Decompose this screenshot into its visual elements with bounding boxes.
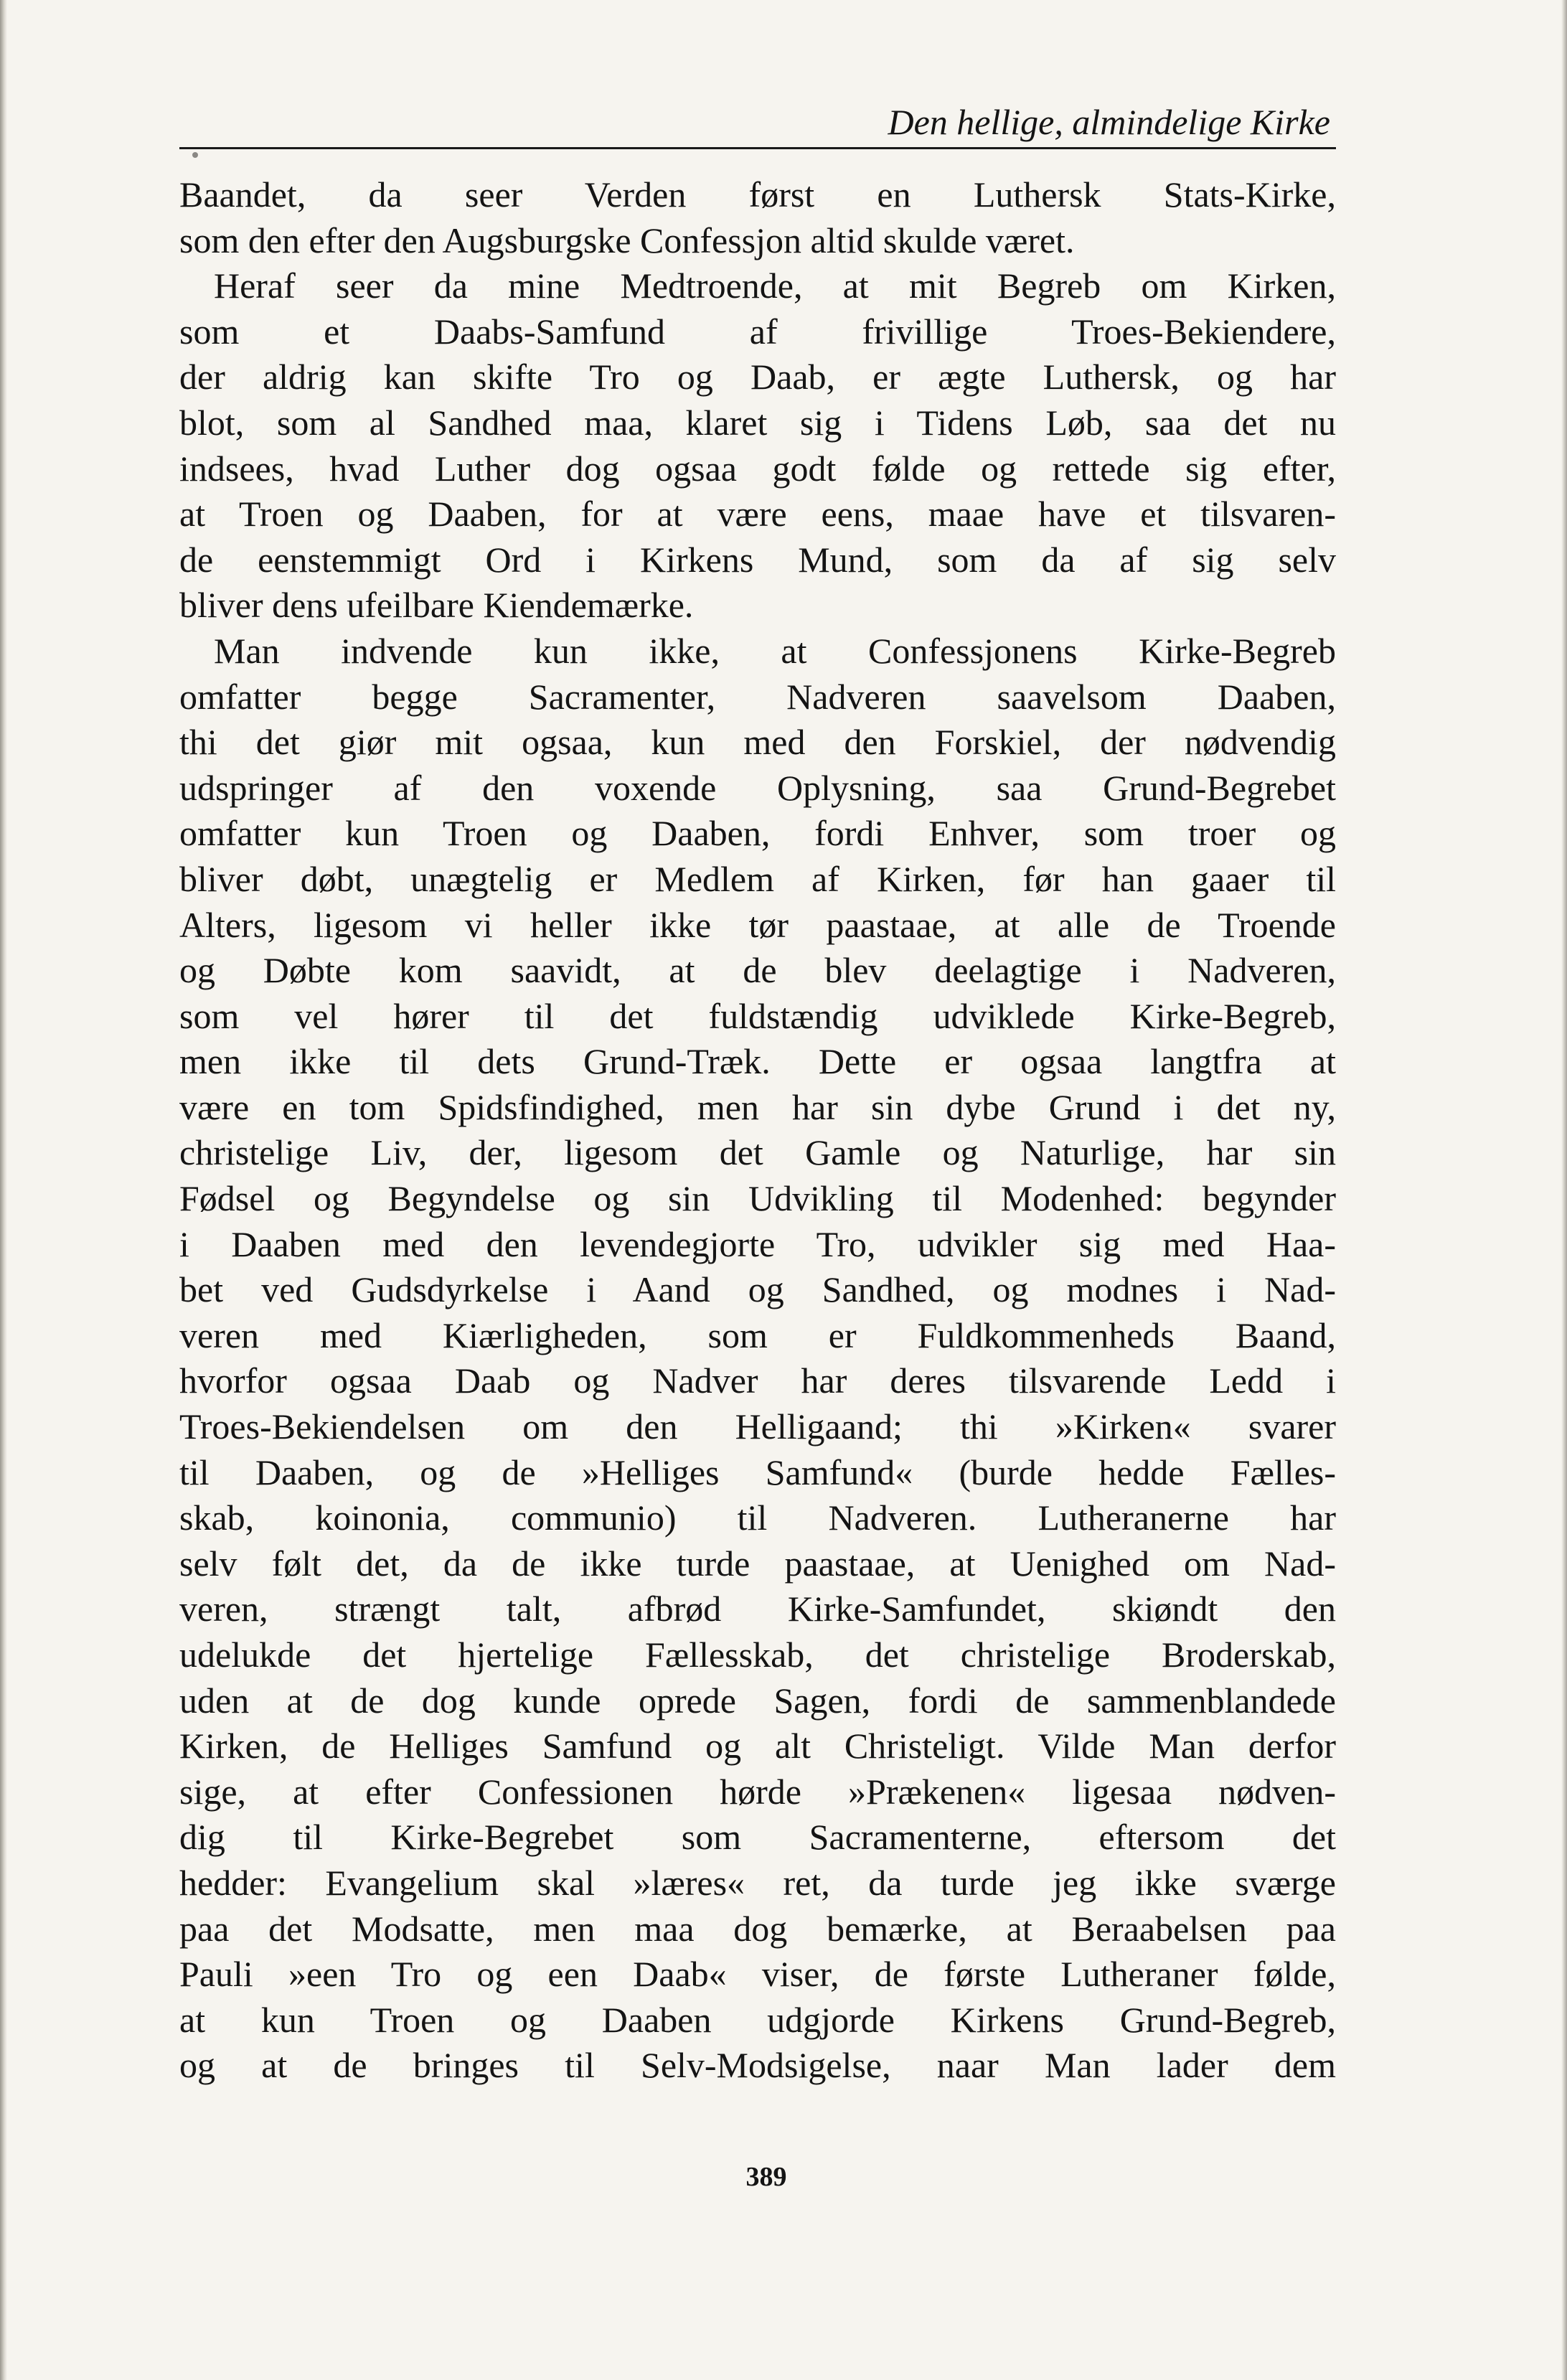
text-line: skab, koinonia, communio) til Nadveren. Lutheranerne har [179, 1497, 1336, 1538]
text-line: dig til Kirke-Begrebet som Sacramenterne, eftersom det [179, 1817, 1336, 1858]
text-line: Troes-Bekiendelsen om den Helligaand; thi »Kirken« svarer [179, 1406, 1336, 1447]
text-line: bliver døbt, unægtelig er Medlem af Kirken, før han gaaer til [179, 858, 1336, 899]
text-line: være en tom Spidsfindighed, men har sin dybe Grund i det ny, [179, 1086, 1336, 1127]
text-line: Alters, ligesom vi heller ikke tør paastaae, at alle de Troende [179, 904, 1336, 945]
print-speck [192, 152, 198, 158]
text-line: Pauli »een Tro og een Daab« viser, de første Lutheraner følde, [179, 1954, 1336, 1995]
text-line: indsees, hvad Luther dog ogsaa godt følde og rettede sig efter, [179, 448, 1336, 489]
text-line: som vel hører til det fuldstændig udviklede Kirke-Begreb, [179, 995, 1336, 1036]
text-line: som den efter den Augsburgske Confessjon altid skulde været. [179, 220, 1075, 260]
text-line: i Daaben med den levendegjorte Tro, udvikler sig med Haa- [179, 1223, 1336, 1264]
page-number: 389 [745, 2162, 787, 2192]
text-line: hedder: Evangelium skal »læres« ret, da turde jeg ikke sværge [179, 1862, 1336, 1903]
header-rule [179, 147, 1336, 149]
text-line: blot, som al Sandhed maa, klaret sig i Tidens Løb, saa det nu [179, 402, 1336, 443]
text-line: at Troen og Daaben, for at være eens, maae have et tilsvaren- [179, 494, 1336, 535]
text-line: veren med Kiærligheden, som er Fuldkommenheds Baand, [179, 1314, 1336, 1355]
text-line: paa det Modsatte, men maa dog bemærke, at Beraabelsen paa [179, 1908, 1336, 1949]
body-text [179, 172, 1336, 2089]
text-line: Man indvende kun ikke, at Confessjonens Kirke-Begreb [214, 630, 1336, 671]
text-line: selv følt det, da de ikke turde paastaae, at Uenighed om Nad- [179, 1543, 1336, 1584]
text-line: Baandet, da seer Verden først en Luthersk Stats-Kirke, [179, 174, 1336, 215]
text-line: Kirken, de Helliges Samfund og alt Christeligt. Vilde Man derfor [179, 1726, 1336, 1767]
page-left-edge [0, 0, 7, 2380]
text-line: bliver dens ufeilbare Kiendemærke. [179, 585, 694, 626]
text-line: christelige Liv, der, ligesom det Gamle og Naturlige, har sin [179, 1132, 1336, 1173]
text-line: udspringer af den voxende Oplysning, saa Grund-Begrebet [179, 767, 1336, 808]
text-line: der aldrig kan skifte Tro og Daab, er ægte Luthersk, og har [179, 357, 1336, 398]
text-line: til Daaben, og de »Helliges Samfund« (burde hedde Fælles- [179, 1452, 1336, 1492]
page-right-edge [1561, 0, 1567, 2380]
text-line: omfatter kun Troen og Daaben, fordi Enhver, som troer og [179, 813, 1336, 854]
running-head: Den hellige, almindelige Kirke [888, 102, 1330, 142]
text-line: sige, at efter Confessionen hørde »Prækenen« ligesaa nødven- [179, 1771, 1336, 1812]
text-line: thi det giør mit ogsaa, kun med den Forskiel, der nødvendig [179, 722, 1336, 763]
text-line: udelukde det hjertelige Fællesskab, det christelige Broderskab, [179, 1635, 1336, 1675]
text-line: og at de bringes til Selv-Modsigelse, naar Man lader dem [179, 2045, 1336, 2086]
text-line: uden at de dog kunde oprede Sagen, fordi de sammenblandede [179, 1680, 1336, 1721]
text-line: hvorfor ogsaa Daab og Nadver har deres tilsvarende Ledd i [179, 1360, 1336, 1401]
text-line: de eenstemmigt Ord i Kirkens Mund, som da af sig selv [179, 539, 1336, 580]
text-line: bet ved Gudsdyrkelse i Aand og Sandhed, og modnes i Nad- [179, 1269, 1336, 1310]
text-line: at kun Troen og Daaben udgjorde Kirkens Grund-Begreb, [179, 1999, 1336, 2040]
text-line: Heraf seer da mine Medtroende, at mit Begreb om Kirken, [214, 265, 1336, 306]
text-line: og Døbte kom saavidt, at de blev deelagtige i Nadveren, [179, 950, 1336, 991]
text-line: som et Daabs-Samfund af frivillige Troes-Bekiendere, [179, 311, 1336, 352]
text-line: omfatter begge Sacramenter, Nadveren saavelsom Daaben, [179, 676, 1336, 717]
text-line: veren, strængt talt, afbrød Kirke-Samfundet, skiøndt den [179, 1589, 1336, 1629]
text-line: Fødsel og Begyndelse og sin Udvikling til Modenhed: begynder [179, 1178, 1336, 1219]
text-line: men ikke til dets Grund-Træk. Dette er ogsaa langtfra at [179, 1041, 1336, 1082]
